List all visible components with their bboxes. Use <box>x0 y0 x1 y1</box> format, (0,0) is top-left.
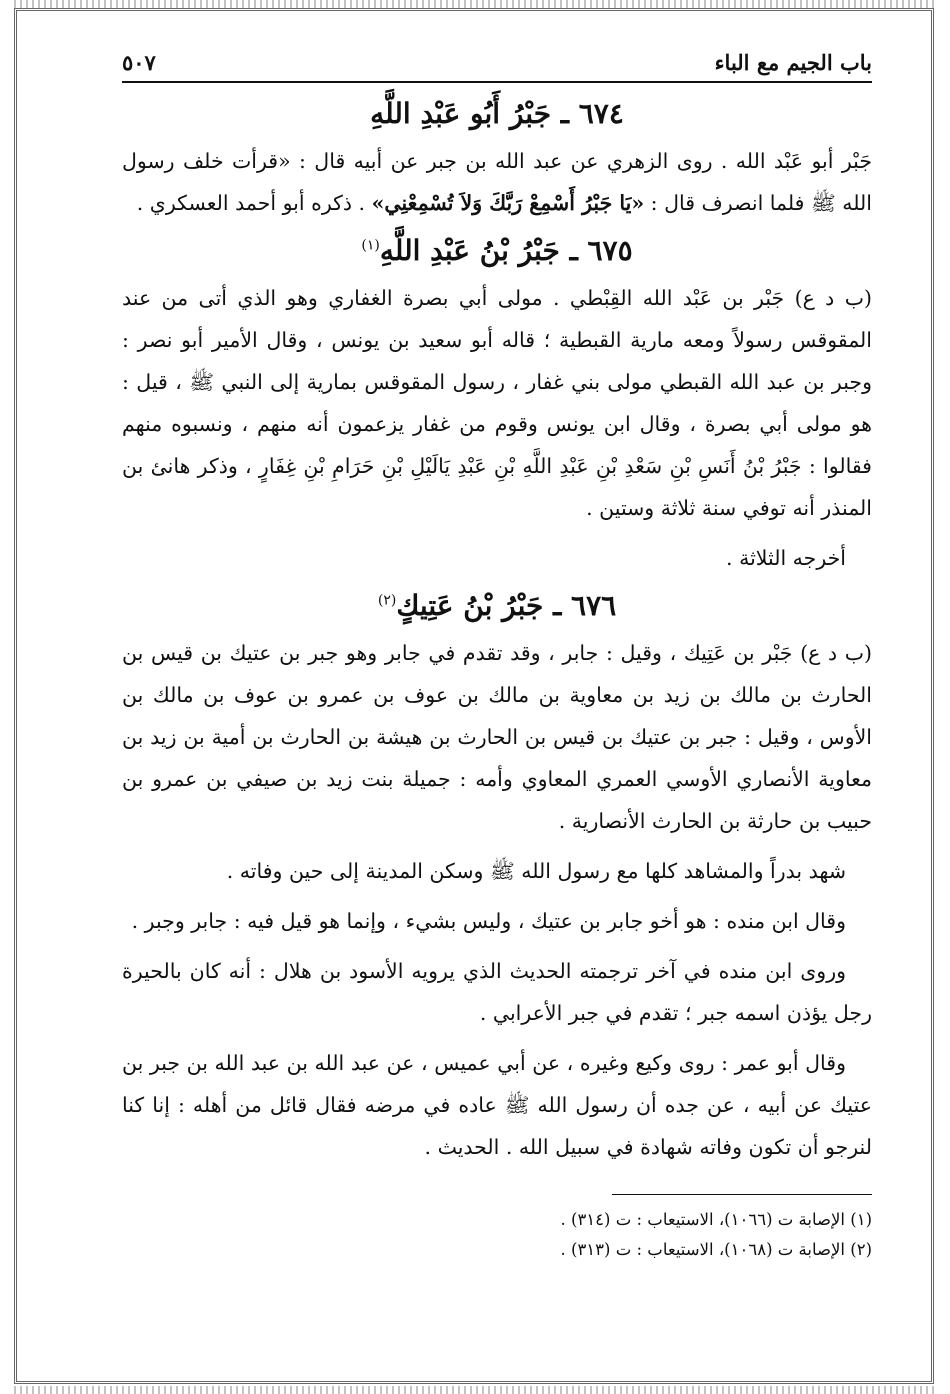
entry-676-paragraph-5: وقال أبو عمر : روى وكيع وغيره ، عن أبي عميس ، عن عبد الله بن عبد الله بن جبر بن عتيك عن أبيه ، عن جده أن رسول الله ﷺ عاده في مرضه فقال قائل من أهله : إنا كنا لنرجو أن تكون وفاته شهادة في سبيل الله . الحديث . <box>122 1051 872 1159</box>
entry-title-text: ٦٧٦ ـ جَبْرُ بْنُ عَتِيكٍ <box>396 589 617 622</box>
paragraph-text: . ذكره أبو أحمد العسكري . <box>136 191 372 215</box>
entry-676-paragraph-3: وقال ابن منده : هو أخو جابر بن عتيك ، وليس بشيء ، وإنما هو قيل فيه : جابر وجبر . <box>131 909 846 933</box>
paragraph-text: جَبْر أبو عَبْد الله . روى الزهري عن عبد الله بن جبر عن أبيه قال : «قرأت خلف رسول الله ﷺ فلما انصرف قال : <box>122 149 872 215</box>
book-page <box>122 50 872 1265</box>
bottom-ornament-band <box>14 1386 934 1394</box>
entry-676-paragraph-1: (ب د ع) جَبْر بن عَتِيك ، وقيل : جابر ، وقد تقدم في جابر وهو جبر بن عتيك بن قيس بن الحارث بن مالك بن زيد بن معاوية بن مالك بن عوف بن عمرو بن عوف بن مالك بن الأوس ، وقيل : جبر بن عتيك بن قيس بن الحارث بن هيشة بن الحارث بن أمية بن زيد بن معاوية الأنصاري الأوسي العمري المعاوي وأمه : جميلة بنت زيد بن صيفي بن عمرو بن حبيب بن حارثة بن الحارث الأنصارية . <box>122 641 872 833</box>
entry-675-paragraph-1: (ب د ع) جَبْر بن عَبْد الله القِبْطي . مولى أبي بصرة الغفاري وهو الذي أتى من عند المقوقس رسولاً ومعه مارية القبطية ؛ قاله أبو سعيد بن يونس ، وقال الأمير أبو نصر : وجبر بن عبد الله القبطي مولى بني غفار ، رسول المقوقس بمارية إلى النبي ﷺ ، قيل : هو مولى أبي بصرة ، وقال ابن يونس وقوم من غفار يزعمون أنه منهم ، ونسبوه منهم فقالوا : جَبْرُ بْنُ أَنَسِ بْنِ سَعْدِ بْنِ عَبْدِ اللَّهِ بْنِ عَبْدِ يَالَيْلِ بْنِ حَرَامِ بْنِ غِفَارٍ ، وذكر هانئ بن المنذر أنه توفي سنة ثلاثة وستين . <box>122 286 872 520</box>
footnote-1: (١) الإصابة ت (١٠٦٦)، الاستيعاب : ت (٣١٤) . <box>560 1210 872 1229</box>
entry-title-text: ٦٧٥ ـ جَبْرُ بْنُ عَبْدِ اللَّهِ <box>379 234 633 267</box>
entry-title-674 <box>122 97 872 130</box>
entry-675-paragraph-2: أخرجه الثلاثة . <box>726 546 846 570</box>
running-head <box>122 50 872 83</box>
footnote-divider <box>612 1194 872 1195</box>
entry-title-676 <box>122 589 872 622</box>
entry-676-paragraph-2: شهد بدراً والمشاهد كلها مع رسول الله ﷺ وسكن المدينة إلى حين وفاته . <box>226 859 846 883</box>
footnote-marker: (١) <box>361 237 380 254</box>
hadith-quote: «يَا جَبْرُ أَسْمِعْ رَبَّكَ وَلاَ تُسْمِعْنِي» <box>371 191 645 215</box>
entry-676-paragraph-4: وروى ابن منده في آخر ترجمته الحديث الذي يرويه الأسود بن هلال : أنه كان بالحيرة رجل يؤذن اسمه جبر ؛ تقدم في جبر الأعرابي . <box>122 959 872 1025</box>
chapter-title: باب الجيم مع الباء <box>714 50 872 75</box>
entry-title-675 <box>122 234 872 267</box>
entry-title-text: ٦٧٤ ـ جَبْرُ أَبُو عَبْدِ اللَّهِ <box>370 97 624 130</box>
footnote-marker: (٢) <box>377 592 397 609</box>
top-ornament-band <box>14 0 934 8</box>
footnote-2: (٢) الإصابة ت (١٠٦٨)، الاستيعاب : ت (٣١٣) . <box>560 1240 872 1259</box>
entry-674-paragraph <box>122 140 872 224</box>
page-number: ٥٠٧ <box>122 50 156 75</box>
